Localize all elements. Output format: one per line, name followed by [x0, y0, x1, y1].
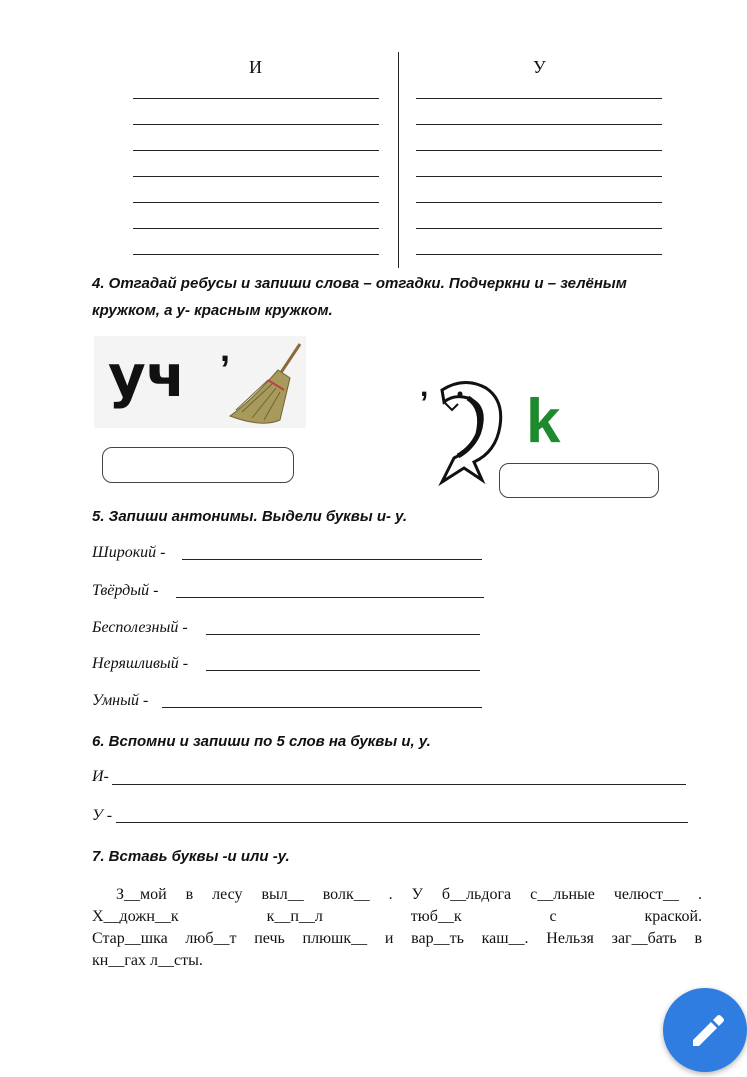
task7-paragraph: [92, 884, 702, 972]
column-header-i: И: [249, 57, 262, 77]
write-line[interactable]: [133, 254, 379, 255]
pencil-icon: [663, 988, 747, 1072]
task4-title-line1: 4. Отгадай ребусы и запиши слова – отгадки. Подчеркни и – зелёным: [92, 275, 627, 292]
words-line-u[interactable]: [116, 822, 688, 823]
task6-title: 6. Вспомни и запиши по 5 слов на буквы и, у.: [92, 733, 431, 750]
column-header-u: У: [533, 57, 546, 77]
antonym-line-1[interactable]: [182, 559, 482, 560]
write-line[interactable]: [416, 254, 662, 255]
antonym-word-3: Бесполезный -: [92, 619, 188, 636]
task7-line-1: З__мой в лесу выл__ волк__ . У б__льдога с__льные челюст__ .: [116, 886, 702, 903]
write-line[interactable]: [133, 150, 379, 151]
antonym-word-4: Неряшливый -: [92, 655, 189, 672]
write-line[interactable]: [133, 228, 379, 229]
write-line[interactable]: [133, 98, 379, 99]
write-line[interactable]: [133, 176, 379, 177]
rebus-1-answer-box[interactable]: [102, 447, 294, 483]
write-line[interactable]: [133, 124, 379, 125]
antonym-word-1: Широкий -: [92, 544, 166, 561]
letter-label-i: И-: [92, 768, 109, 785]
write-line[interactable]: [416, 176, 662, 177]
rebus-1-comma: ,: [220, 328, 231, 369]
write-line[interactable]: [416, 124, 662, 125]
rebus-1-letters: уч: [108, 342, 186, 410]
task7-line-4: кн__гах л__сты.: [92, 952, 203, 969]
write-line[interactable]: [416, 98, 662, 99]
edit-button[interactable]: [663, 988, 747, 1072]
write-line[interactable]: [133, 202, 379, 203]
task5-title: 5. Запиши антонимы. Выдели буквы и- у.: [92, 508, 408, 525]
task4-title-line2: кружком, а у- красным кружком.: [92, 302, 333, 319]
task7-title: 7. Вставь буквы -и или -у.: [92, 848, 290, 865]
rebus-2-comma: ,: [420, 370, 429, 403]
antonym-line-2[interactable]: [176, 597, 484, 598]
antonym-line-4[interactable]: [206, 670, 480, 671]
antonym-line-3[interactable]: [206, 634, 480, 635]
antonym-word-5: Умный -: [92, 692, 149, 709]
antonym-word-2: Твёрдый -: [92, 582, 159, 599]
letter-label-u: У -: [92, 807, 113, 824]
column-divider: [398, 52, 399, 268]
antonym-line-5[interactable]: [162, 707, 482, 708]
task7-line-2: Х__дожн__к к__п__л тюб__к с краской.: [92, 908, 702, 925]
rebus-2-letter: k: [526, 387, 561, 456]
broom-icon: [222, 340, 312, 430]
words-line-i[interactable]: [112, 784, 686, 785]
write-line[interactable]: [416, 228, 662, 229]
write-line[interactable]: [416, 150, 662, 151]
rebus-2-answer-box[interactable]: [499, 463, 659, 498]
write-line[interactable]: [416, 202, 662, 203]
task7-line-3: Стар__шка люб__т печь плюшк__ и вар__ть каш__. Нельзя заг__бать в: [92, 930, 702, 947]
